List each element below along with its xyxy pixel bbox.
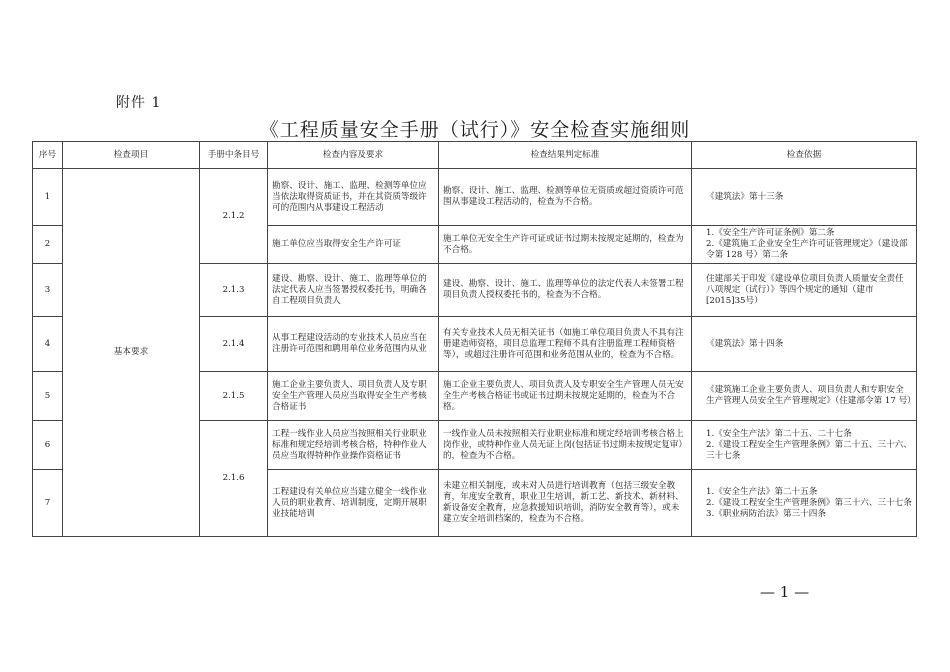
basis-cell [692, 226, 917, 264]
content-cell: 施工单位应当取得安全生产许可证 [268, 226, 439, 264]
annex-label: 附件 1 [116, 95, 162, 111]
column-header: 检查依据 [692, 142, 917, 169]
content-cell: 工程一线作业人员应当按照相关行业职业标准和规定经培训考核合格，特种作业人员应当取得特种作业操作资格证书 [268, 421, 439, 470]
basis-line: 1.《安全生产法》第二十五、二十七条 [706, 428, 852, 439]
column-header: 手册中条目号 [200, 142, 268, 169]
basis-line: 2.《建筑施工企业安全生产许可证管理规定》（建设部令第 128 号）第二条 [706, 239, 908, 260]
basis-line: 2.《建设工程安全生产管理条例》第三十六、三十七条 [706, 497, 912, 508]
row-number: 7 [33, 470, 63, 537]
column-header: 序号 [33, 142, 63, 169]
basis-cell [692, 317, 917, 372]
basis-cell [692, 264, 917, 317]
basis-line: 住建部关于印发《建设单位项目负责人质量安全责任八项规定（试行）》等四个规定的通知（建市[2015]35号） [706, 273, 904, 306]
basis-cell [692, 470, 917, 537]
basis-line: 2.《建设工程安全生产管理条例》第二十五、三十六、三十七条 [706, 439, 912, 461]
basis-line: 《建筑法》第十三条 [706, 191, 784, 202]
basis-line: 《建筑法》第十四条 [706, 338, 784, 349]
row-number: 2 [33, 226, 63, 264]
content-cell: 工程建设有关单位应当建立健全一线作业人员的职业教育、培训制度，定期开展职业技能培训 [268, 470, 439, 537]
criteria-cell: 施工企业主要负责人、项目负责人及专职安全生产管理人员无安全生产考核合格证书或证书过期未按规定延期的，检查为不合格。 [439, 372, 692, 421]
row-number: 3 [33, 264, 63, 317]
row-number: 4 [33, 317, 63, 372]
article-number: 2.1.3 [200, 264, 268, 317]
column-header: 检查结果判定标准 [439, 142, 692, 169]
criteria-cell: 未建立相关制度，或未对人员进行培训教育（包括三级安全教育，年度安全教育，职业卫生培训，新工艺、新技术、新材料、新设备安全教育，应急救援知识培训，消防安全教育等），或未建立安全培训档案的，检查为不合格。 [439, 470, 692, 537]
basis-line: 《建筑施工企业主要负责人、项目负责人和专职安全生产管理人员安全生产管理规定》（住建部令第 17 号） [706, 385, 916, 406]
basis-cell [692, 169, 917, 226]
page-number: — 1 — [760, 583, 810, 601]
basis-line: 3.《职业病防治法》第三十四条 [706, 508, 826, 519]
table-header-row [33, 142, 917, 169]
content-cell: 从事工程建设活动的专业技术人员应当在注册许可范围和聘用单位业务范围内从业 [268, 317, 439, 372]
row-number: 6 [33, 421, 63, 470]
category-cell: 基本要求 [63, 169, 200, 537]
criteria-cell: 施工单位无安全生产许可证或证书过期未按规定延期的，检查为不合格。 [439, 226, 692, 264]
criteria-cell: 有关专业技术人员无相关证书（如施工单位项目负责人不具有注册建造师资格，项目总监理工程师不具有注册监理工程师资格等），或超过注册许可范围和业务范围从业的，检查为不合格。 [439, 317, 692, 372]
basis-cell [692, 421, 917, 470]
content-cell: 施工企业主要负责人、项目负责人及专职安全生产管理人员应当取得安全生产考核合格证书 [268, 372, 439, 421]
criteria-cell: 勘察、设计、施工、监理、检测等单位无资质或超过资质许可范围从事建设工程活动的，检查为不合格。 [439, 169, 692, 226]
inspection-table [32, 141, 917, 537]
criteria-cell: 一线作业人员未按照相关行业职业标准和规定经培训考核合格上岗作业，或特种作业人员无证上岗(包括证书过期未按规定复审）的，检查为不合格。 [439, 421, 692, 470]
column-header: 检查内容及要求 [268, 142, 439, 169]
row-number: 1 [33, 169, 63, 226]
column-header: 检查项目 [63, 142, 200, 169]
content-cell: 建设、勘察、设计、施工、监理等单位的法定代表人应当签署授权委托书，明确各自工程项目负责人 [268, 264, 439, 317]
basis-line: 1.《安全生产许可证条例》第二条 [706, 228, 835, 238]
article-number: 2.1.5 [200, 372, 268, 421]
table-row [33, 169, 917, 226]
basis-cell [692, 372, 917, 421]
article-number: 2.1.6 [200, 421, 268, 537]
document-title: 《工程质量安全手册（试行）》安全检查实施细则 [259, 119, 691, 141]
criteria-cell: 建设、勘察、设计、施工、监理等单位的法定代表人未签署工程项目负责人授权委托书的，检查为不合格。 [439, 264, 692, 317]
article-number: 2.1.2 [200, 169, 268, 264]
article-number: 2.1.4 [200, 317, 268, 372]
basis-line: 1.《安全生产法》第二十五条 [706, 486, 818, 497]
row-number: 5 [33, 372, 63, 421]
content-cell: 勘察、设计、施工、监理、检测等单位应当依法取得资质证书，并在其资质等级许可的范围内从事建设工程活动 [268, 169, 439, 226]
